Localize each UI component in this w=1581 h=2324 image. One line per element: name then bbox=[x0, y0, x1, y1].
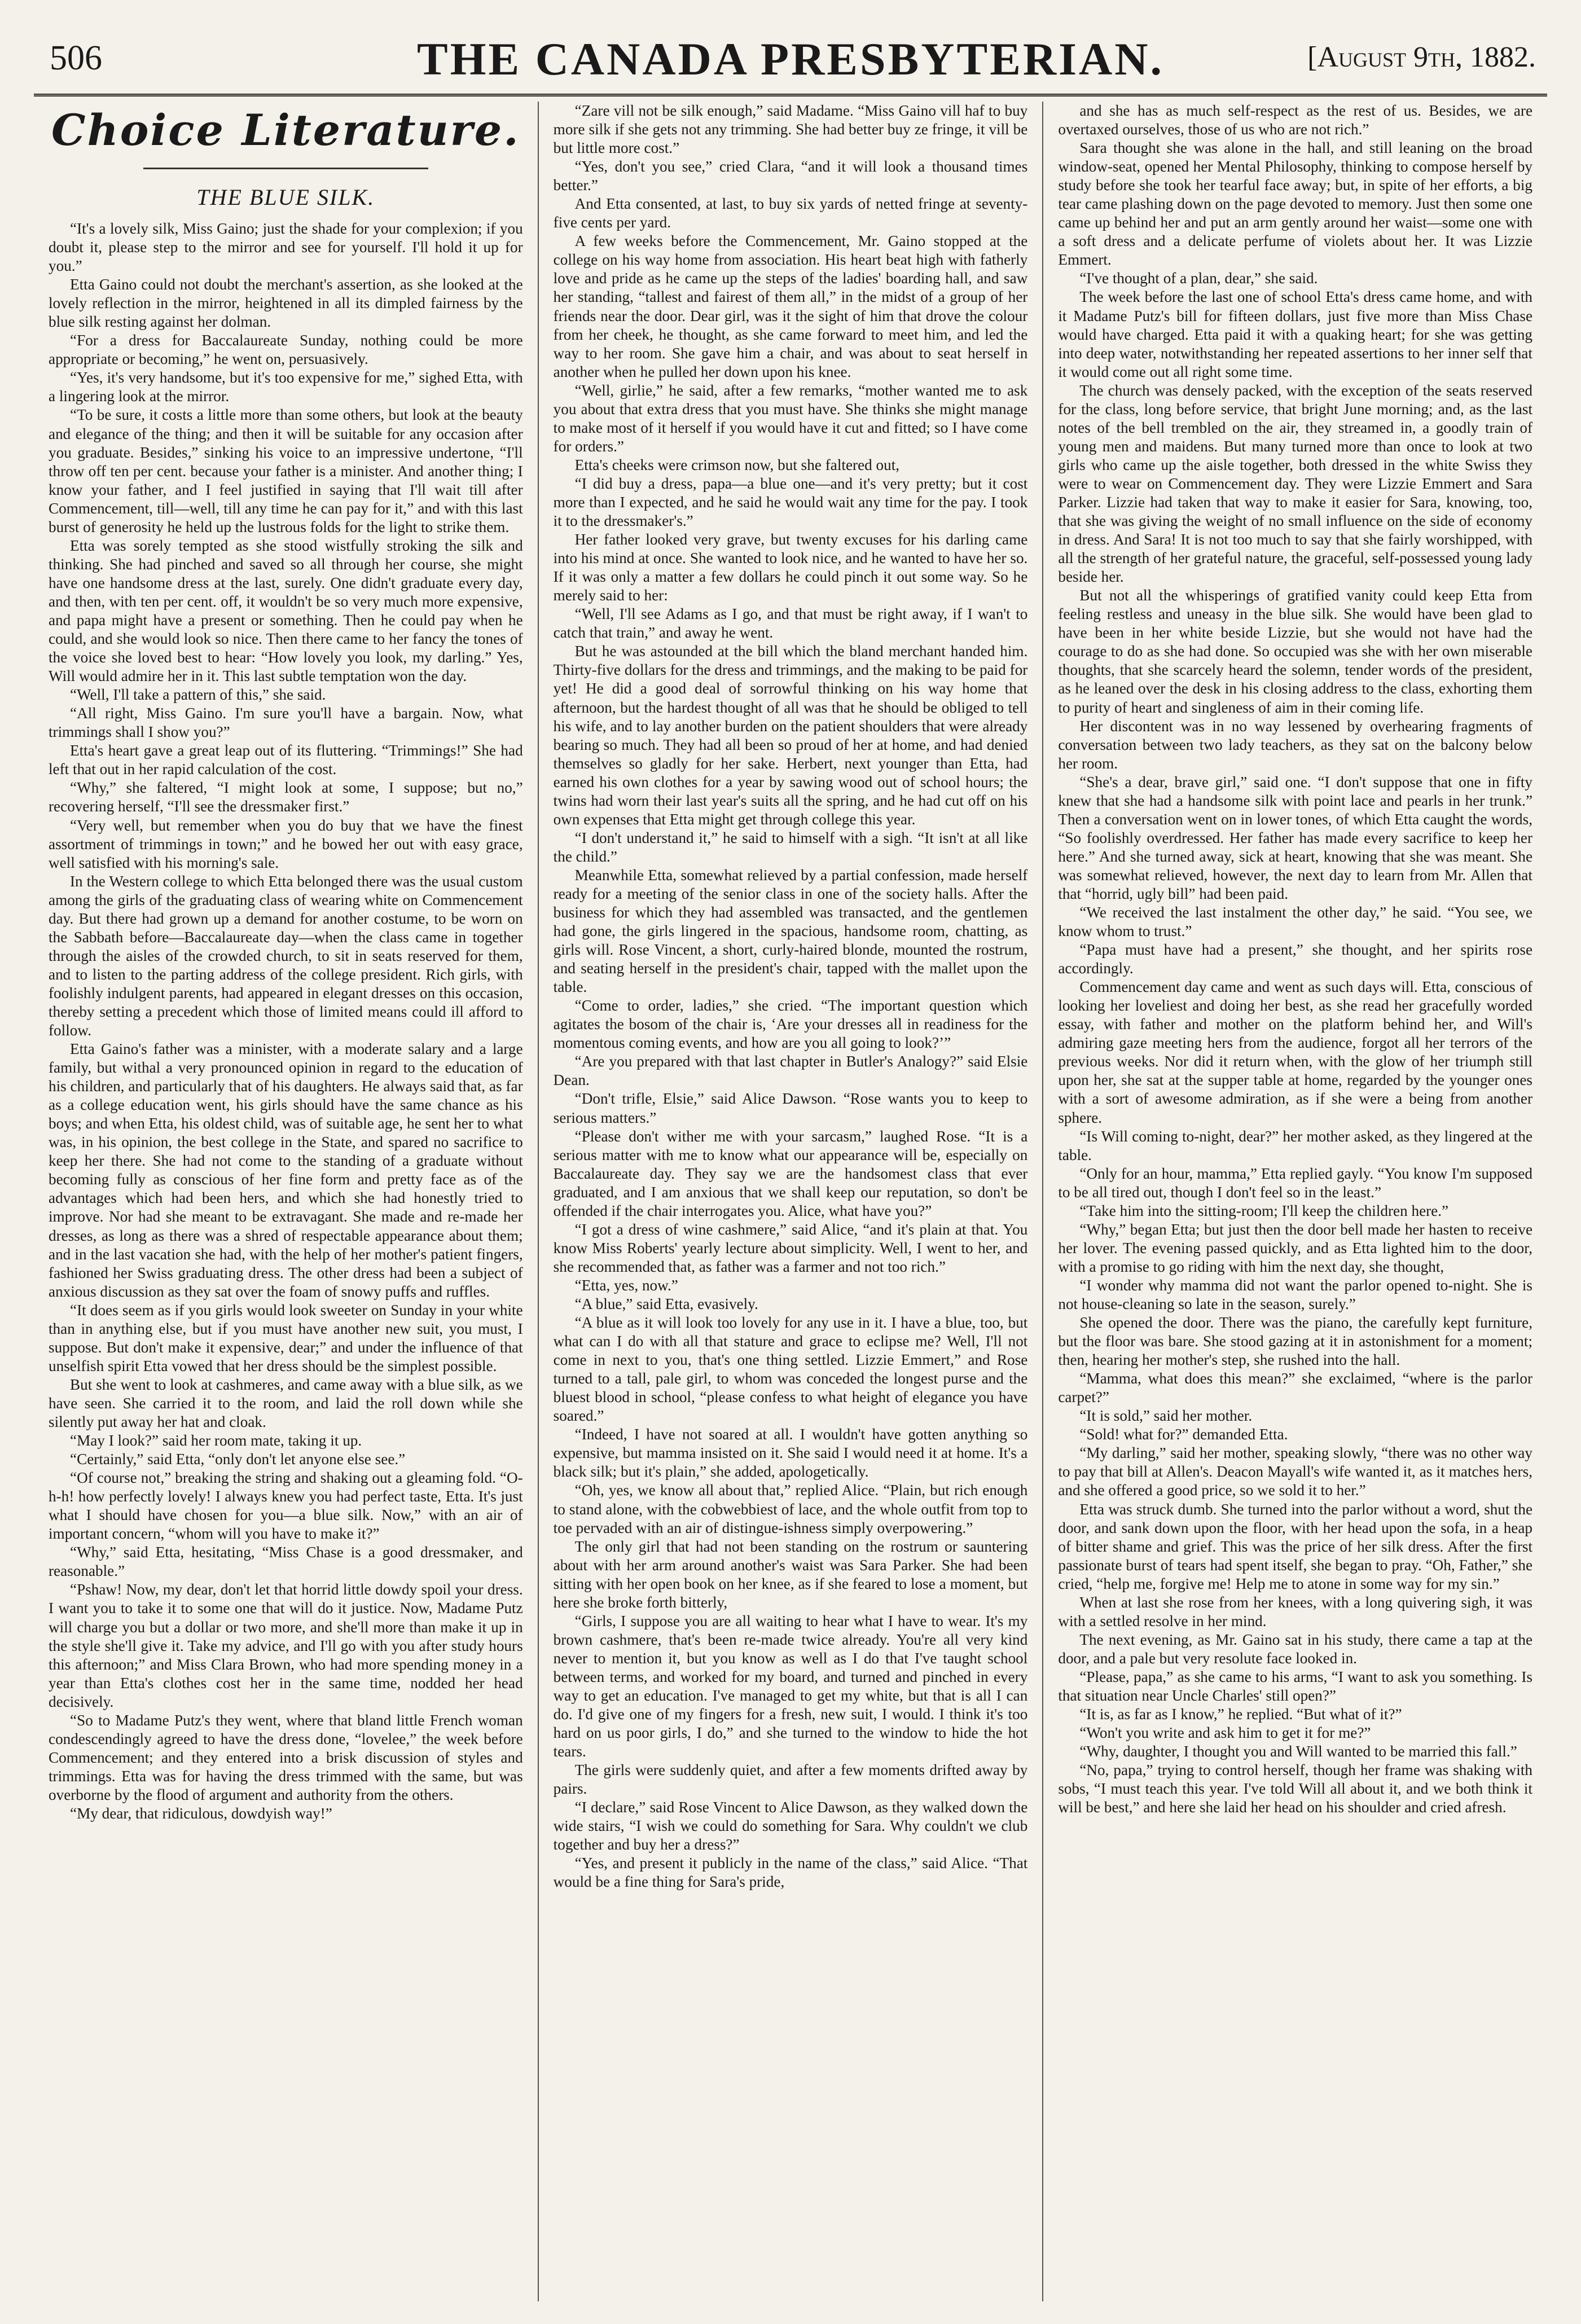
article-paragraph: “Don't trifle, Elsie,” said Alice Dawson. “Rose wants you to keep to serious matters.” bbox=[553, 1090, 1028, 1126]
article-paragraph: “It is, as far as I know,” he replied. “But what of it?” bbox=[1079, 1706, 1402, 1723]
article-paragraph: “Certainly,” said Etta, “only don't let anyone else see.” bbox=[70, 1451, 406, 1468]
story-title: THE BLUE SILK. bbox=[196, 184, 375, 210]
section-title: Choice Literature. bbox=[51, 105, 520, 155]
article-paragraph: “Girls, I suppose you are all waiting to hear what I have to wear. It's my brown cashmere, that's been re-made twice already. You're all very kind never to mention it, but you know as well as I do that I've taught school between terms, and worked for my board, and turned and pinched in every way to get an education. I've managed to get my white, but that is all I can do. I'd give one of my fingers for a fresh, new suit, I would. I think it's too hard on us poor girls, I do,” and she turned to the window to hide the hot tears. bbox=[553, 1612, 1028, 1760]
article-paragraph: “Yes, it's very handsome, but it's too expensive for me,” sighed Etta, with a lingering look at the mirror. bbox=[49, 369, 523, 405]
page-header bbox=[34, 33, 1547, 96]
article-paragraph: “Yes, don't you see,” cried Clara, “and it will look a thousand times better.” bbox=[553, 158, 1028, 194]
article-paragraph: “Please don't wither me with your sarcasm,” laughed Rose. “It is a serious matter with me to know what our appearance will be, especially on Baccalaureate day. They say we are the handsomest class that ever graduated, and I am anxious that we shall keep our reputation, so don't be offended if the chair interrogates you. Alice, what have you?” bbox=[553, 1127, 1028, 1219]
article-paragraph: “My darling,” said her mother, speaking slowly, “there was no other way to pay that bill at Allen's. Deacon Mayall's wife wanted it, as it matches hers, and she offered a good price, so we sold it to her.” bbox=[1058, 1444, 1533, 1499]
article-paragraph: “For a dress for Baccalaureate Sunday, nothing could be more appropriate or becoming,” he went on, persuasively. bbox=[49, 332, 523, 368]
article-paragraph: “Very well, but remember when you do buy that we have the finest assortment of trimmings in town;” and he bowed her out with easy grace, well satisfied with his morning's sale. bbox=[49, 816, 523, 871]
article-paragraph: “Are you prepared with that last chapter in Butler's Analogy?” said Elsie Dean. bbox=[553, 1053, 1028, 1089]
page-number: 506 bbox=[50, 39, 102, 77]
article-paragraph: “It is sold,” said her mother. bbox=[1079, 1407, 1253, 1425]
article-paragraph: She opened the door. There was the piano, the carefully kept furniture, but the floor was bare. She stood gazing at it in astonishment for a moment; then, hearing her mother's step, she rushed into the hall. bbox=[1058, 1314, 1533, 1369]
article-paragraph: “Zare vill not be silk enough,” said Madame. “Miss Gaino vill haf to buy more silk if she gets not any trimming. She had better buy ze fringe, it vill be but little more cost.” bbox=[553, 102, 1028, 157]
article-paragraph: When at last she rose from her knees, with a long quivering sigh, it was with a settled resolve in her mind. bbox=[1058, 1593, 1533, 1629]
article-paragraph: And Etta consented, at last, to buy six yards of netted fringe at seventy-five cents per yard. bbox=[553, 195, 1028, 231]
article-paragraph: “Indeed, I have not soared at all. I wouldn't have gotten anything so expensive, but mamma insisted on it. She said I would need it at home. It's a black silk; but it's plain,” she added, apologetically. bbox=[553, 1426, 1028, 1480]
article-paragraph: “Please, papa,” as she came to his arms, “I want to ask you something. Is that situation near Uncle Charles' still open?” bbox=[1058, 1668, 1533, 1704]
article-paragraph: The church was densely packed, with the exception of the seats reserved for the class, long before service, that bright June morning; and, as the last notes of the bell trembled on the air, they streamed in, a goodly train of young men and maidens. But many turned more than once to look at two girls who came up the aisle together, both dressed in the white Swiss they were to wear on Commencement day. They were Lizzie Emmert and Sara Parker. Lizzie had taken that way to make it easier for Sara, knowing, too, that she was giving the weight of no small influence on the side of economy in dress. And Sara! It is not too much to say that she fairly worshipped, with all the strength of her grateful nature, the graceful, self-possessed young lady beside her. bbox=[1058, 381, 1533, 586]
article-paragraph: “Pshaw! Now, my dear, don't let that horrid little dowdy spoil your dress. I want you to take it to some one that will do it justice. Now, Madame Putz will charge you but a dollar or two more, and she'll more than make it up in the style she'll give it. Take my advice, and I'll go with you after study hours this afternoon;” and Miss Clara Brown, who had more spending money in a year than Etta's clothes cost her in the same time, nodded her head decisively. bbox=[49, 1581, 523, 1710]
article-paragraph: “I got a dress of wine cashmere,” said Alice, “and it's plain at that. You know Miss Roberts' yearly lecture about simplicity. Well, I went to her, and she recommended that, as father was a farmer and not too rich.” bbox=[553, 1220, 1028, 1275]
article-paragraph: The week before the last one of school Etta's dress came home, and with it Madame Putz's bill for fifteen dollars, just five more than Miss Chase would have charged. Etta paid it with a quaking heart; for she was getting into deep water, notwithstanding her repeated assertions to her inner self that it would come out all right some time. bbox=[1058, 288, 1533, 380]
section-divider bbox=[143, 168, 428, 169]
article-paragraph: Sara thought she was alone in the hall, and still leaning on the broad window-seat, opened her Mental Philosophy, thinking to compose herself by study before she took her tearful face away; but, in spite of her efforts, a big tear came plashing down on the page devoted to memory. Just then some one came up behind her and put an arm gently around her waist—some one with a soft dress and a delicate perfume of violets about her. It was Lizzie Emmert. bbox=[1058, 139, 1533, 269]
column-2-text bbox=[554, 102, 1028, 1892]
article-paragraph: “Sold! what for?” demanded Etta. bbox=[1079, 1426, 1288, 1443]
article-paragraph: “Yes, and present it publicly in the name of the class,” said Alice. “That would be a fine thing for Sara's pride, bbox=[553, 1855, 1028, 1891]
article-paragraph: “Won't you write and ask him to get it for me?” bbox=[1079, 1724, 1371, 1742]
article-paragraph: Etta was struck dumb. She turned into the parlor without a word, shut the door, and sank down upon the floor, with her head upon the sofa, in a heap of bitter shame and grief. This was the price of her silk dress. After the first passionate burst of tears had spent itself, she began to pray. “Oh, Father,” she cried, “help me, forgive me! Help me to atone in some way for my sin.” bbox=[1058, 1500, 1533, 1592]
article-paragraph: The next evening, as Mr. Gaino sat in his study, there came a tap at the door, and a pale but very resolute face looked in. bbox=[1058, 1631, 1533, 1667]
article-paragraph: “I did buy a dress, papa—a blue one—and it's very pretty; but it cost more than I expected, and he said he would wait any time for the pay. I took it to the dressmaker's.” bbox=[553, 475, 1028, 530]
article-paragraph: But she went to look at cashmeres, and came away with a blue silk, as we have seen. She carried it to the room, and laid the roll down while she silently put away her hat and cloak. bbox=[49, 1376, 523, 1430]
article-paragraph: “I've thought of a plan, dear,” she said. bbox=[1079, 270, 1318, 287]
article-paragraph: Etta's heart gave a great leap out of its fluttering. “Trimmings!” She had left that out in her rapid calculation of the cost. bbox=[49, 742, 523, 778]
article-paragraph: “So to Madame Putz's they went, where that bland little French woman condescendingly agreed to have the dress done, “lovelee,” the week before Commencement; and they entered into a brisk discussion of styles and trimmings. Etta was for having the dress trimmed with the same, but was overborne by the flood of argument and authority from the others. bbox=[49, 1711, 523, 1803]
article-paragraph: “No, papa,” trying to control herself, though her frame was shaking with sobs, “I must teach this year. I've told Will all about it, and we both think it will be best,” and here she laid her head on his shoulder and cried afresh. bbox=[1058, 1761, 1533, 1816]
article-paragraph: “Etta, yes, now.” bbox=[574, 1276, 678, 1294]
article-paragraph: Meanwhile Etta, somewhat relieved by a partial confession, made herself ready for a meeting of the senior class in one of the society halls. After the business for which they had assembled was transacted, and the gentlemen had gone, the girls lingered in the spacious, handsome room, chatting, as girls will. Rose Vincent, a short, curly-haired blonde, mounted the rostrum, and seating herself in the president's chair, tapped with the mallet upon the table. bbox=[553, 866, 1028, 996]
article-paragraph: “Papa must have had a present,” she thought, and her spirits rose accordingly. bbox=[1058, 941, 1533, 977]
article-paragraph: “To be sure, it costs a little more than some others, but look at the beauty and elegance of the thing; and then it will be suitable for any occasion after you graduate. Besides,” sinking his voice to an impressive undertone, “I'll throw off ten per cent. because your father is a minister. And another thing; I know your father, and I feel justified in saying that I'll wait till after Commencement, till—well, till any time he can pay for it,” and with this last burst of generosity he held up the lustrous folds for the light to strike them. bbox=[49, 406, 523, 535]
article-paragraph: Etta's cheeks were crimson now, but she faltered out, bbox=[574, 456, 900, 473]
issue-date: [August 9th, 1882. bbox=[1307, 41, 1536, 73]
article-paragraph: “All right, Miss Gaino. I'm sure you'll have a bargain. Now, what trimmings shall I show you?” bbox=[49, 705, 523, 741]
article-paragraph: “Why,” she faltered, “I might look at some, I suppose; but no,” recovering herself, “I'll see the dressmaker first.” bbox=[49, 779, 523, 815]
article-paragraph: The girls were suddenly quiet, and after a few moments drifted away by pairs. bbox=[553, 1761, 1028, 1798]
article-paragraph: The only girl that had not been standing on the rostrum or sauntering about with her arm around another's waist was Sara Parker. She had been sitting with her open book on her knee, as if she feared to lose a moment, but here she broke forth bitterly, bbox=[553, 1537, 1028, 1611]
article-paragraph: “We received the last instalment the other day,” he said. “You see, we know whom to trust.” bbox=[1058, 904, 1533, 940]
article-paragraph: “Of course not,” breaking the string and shaking out a gleaming fold. “O-h-h! how perfectly lovely! I always knew you had perfect taste, Etta. It's just what I should have chosen for you—a blue silk. Now,” with an air of important concern, “whom will you have to make it?” bbox=[49, 1469, 523, 1543]
article-paragraph: “A blue as it will look too lovely for any use in it. I have a blue, too, but what can I do with all that stature and grace to eclipse me? Well, I'll not come in next to you, that's one thing settled. Lizzie Emmert,” and Rose turned to a tall, pale girl, to whom was conceded the longest purse and the bluest blood in school, “please confess to what height of elegance you have soared.” bbox=[553, 1314, 1028, 1425]
article-paragraph: “I wonder why mamma did not want the parlor opened to-night. She is not house-cleaning so late in the season, surely.” bbox=[1058, 1276, 1533, 1312]
article-paragraph: Her discontent was in no way lessened by overhearing fragments of conversation between two lady teachers, as they sat on the balcony below her room. bbox=[1058, 717, 1533, 772]
article-paragraph: “May I look?” said her room mate, taking it up. bbox=[70, 1432, 362, 1449]
article-paragraph: “Come to order, ladies,” she cried. “The important question which agitates the bosom of the chair is, ‘Are your dresses all in readiness for the momentous coming events, and how are you all going to look?’” bbox=[553, 997, 1028, 1052]
article-paragraph: “I don't understand it,” he said to himself with a sigh. “It isn't at all like the child.” bbox=[553, 829, 1028, 865]
column-2 bbox=[538, 102, 1043, 2301]
article-paragraph: But not all the whisperings of gratified vanity could keep Etta from feeling restless and uneasy in the blue silk. She would have been glad to have been in her white beside Lizzie, but she would not have had the courage to do as she had done. So occupied was she with her own miserable thoughts, that she scarcely heard the solemn, tender words of the president, as he leaned over the desk in his closing address to the class, exhorting them to purity of heart and singleness of aim in their coming life. bbox=[1058, 587, 1533, 716]
article-paragraph: “Oh, yes, we know all about that,” replied Alice. “Plain, but rich enough to stand alone, with the cobwebbiest of lace, and the whole outfit from top to toe pervaded with an air of distingue-ishness simply overpowering.” bbox=[553, 1482, 1028, 1536]
article-paragraph: “My dear, that ridiculous, dowdyish way!” bbox=[70, 1804, 332, 1822]
article-paragraph: “Well, I'll take a pattern of this,” she said. bbox=[70, 686, 326, 704]
article-paragraph: “Why,” began Etta; but just then the door bell made her hasten to receive her lover. The evening passed quickly, and as Etta lighted him to the door, with a promise to go riding with him the next day, she thought, bbox=[1058, 1220, 1533, 1275]
article-paragraph: Commencement day came and went as such days will. Etta, conscious of looking her loveliest and doing her best, as she read her gracefully worded essay, with father and mother on the platform behind her, and Will's admiring gaze meeting hers from the audience, forgot all her terrors of the previous weeks. Nor did it return when, with the glow of her triumph still upon her, she sat at the supper table at home, regarded by the younger ones with a sort of awesome admiration, as if she were a being from another sphere. bbox=[1058, 978, 1533, 1126]
column-1 bbox=[34, 102, 538, 2301]
article-paragraph: “Take him into the sitting-room; I'll keep the children here.” bbox=[1079, 1202, 1449, 1219]
article-paragraph: A few weeks before the Commencement, Mr. Gaino stopped at the college on his way home from association. His heart beat high with fatherly love and pride as he came up the steps of the ladies' boarding hall, and saw her standing, “tallest and fairest of them all,” in the midst of a group of her friends near the door. Dear girl, was it the sight of him that drove the colour from her cheek, he thought, as she came forward to meet him, and led the way to her room. She gave him a chair, and was about to seat herself in another when he pulled her down upon his knee. bbox=[553, 232, 1028, 380]
article-paragraph: Etta was sorely tempted as she stood wistfully stroking the silk and thinking. She had pinched and saved so all through her course, she might have one handsome dress at the last, surely. One didn't graduate every day, and then, with ten per cent. off, it wouldn't be so very much more expensive, and papa might have a present or something. Then he could pay when he could, and she would look so nice. Then there came to her fancy the tones of the voice she loved best to hear: “How lovely you look, my darling.” Yes, Will would admire her in it. This last subtle temptation won the day. bbox=[49, 537, 523, 685]
article-paragraph: “Well, I'll see Adams as I go, and that must be right away, if I wan't to catch that train,” and away he went. bbox=[553, 605, 1028, 642]
column-3-text bbox=[1058, 102, 1532, 1817]
article-paragraph: “Mamma, what does this mean?” she exclaimed, “where is the parlor carpet?” bbox=[1058, 1370, 1533, 1406]
article-paragraph: “Well, girlie,” he said, after a few remarks, “mother wanted me to ask you about that extra dress that you must have. She thinks she might manage to make most of it herself if you would have it cut and fitted; so I have come for orders.” bbox=[553, 381, 1028, 455]
article-paragraph: “Is Will coming to-night, dear?” her mother asked, as they lingered at the table. bbox=[1058, 1127, 1533, 1163]
article-paragraph: and she has as much self-respect as the rest of us. Besides, we are overtaxed ourselves, those of us who are not rich.” bbox=[1058, 102, 1533, 138]
article-paragraph: “It's a lovely silk, Miss Gaino; just the shade for your complexion; if you doubt it, please step to the mirror and see for yourself. I'll hold it up for you.” bbox=[49, 220, 523, 275]
publication-title: THE CANADA PRESBYTERIAN. bbox=[417, 33, 1164, 85]
article-paragraph: “A blue,” said Etta, evasively. bbox=[574, 1295, 758, 1312]
column-1-text bbox=[49, 219, 523, 1823]
article-paragraph: “Only for an hour, mamma,” Etta replied gayly. “You know I'm supposed to be all tired out, though I don't feel so in the least.” bbox=[1058, 1165, 1533, 1201]
article-paragraph: Etta Gaino could not doubt the merchant's assertion, as she looked at the lovely reflection in the mirror, heightened in all its dimpled fairness by the blue silk resting against her dolman. bbox=[49, 276, 523, 331]
column-3 bbox=[1042, 102, 1547, 2301]
article-paragraph: “She's a dear, brave girl,” said one. “I don't suppose that one in fifty knew that she had a handsome silk with point lace and pearls in her trunk.” Then a conversation went on in lower tones, of which Etta caught the words, “So foolishly overdressed. Her father has made every sacrifice to keep her here.” And she turned away, sick at heart, knowing that she was meant. She was somewhat relieved, however, the next day to learn from Mr. Allen that that “horrid, ugly bill” had been paid. bbox=[1058, 773, 1533, 902]
article-columns bbox=[34, 102, 1547, 2301]
article-paragraph: In the Western college to which Etta belonged there was the usual custom among the girls of the graduating class of wearing white on Commencement day. But there had grown up a demand for another costume, to be worn on the Sabbath before—Baccalaureate day—when the class came in together through the aisles of the crowded church, to sit in seats reserved for them, and to listen to the parting address of the college president. Rich girls, with foolishly indulgent parents, had appeared in elegant dresses on this occasion, thereby setting a precedent which those of limited means could ill afford to follow. bbox=[49, 872, 523, 1039]
article-paragraph: Etta Gaino's father was a minister, with a moderate salary and a large family, but withal a very pronounced opinion in regard to the education of his children, and particularly that of his daughters. He always said that, as far as a college education went, his girls should have the same chance as his boys; and when Etta, his oldest child, was of suitable age, he sent her to what was, in his opinion, the best college in the State, and spared no sacrifice to keep her there. She had not come to the standing of a graduate without becoming fully as conscious of her fine form and pretty face as of the advantages which had been hers, and which she had honestly tried to improve. Nor had she meant to be extravagant. She made and re-made her dresses, as long as there was a shred of respectable appearance about them; and in the last vacation she had, with the help of her mother's patient fingers, fashioned her Swiss graduating dress. The other dress had been a subject of anxious discussion as they sat over the foam of snowy puffs and ruffles. bbox=[49, 1040, 523, 1300]
article-paragraph: “I declare,” said Rose Vincent to Alice Dawson, as they walked down the wide stairs, “I wish we could do something for Sara. Why couldn't we club together and buy her a dress?” bbox=[553, 1799, 1028, 1853]
article-paragraph: But he was astounded at the bill which the bland merchant handed him. Thirty-five dollars for the dress and trimmings, and the making to be paid for yet! He did a good deal of sorrowful thinking on his way home that afternoon, but the hardest thought of all was that he should be obliged to tell his wife, and to lay another burden on the patient shoulders that were already bearing so much. They had all been so proud of her at home, and had denied themselves so gladly for her sake. Herbert, next younger than Etta, had earned his own clothes for a year by sawing wood out of school hours; the twins had worn their last year's suits all the spring, and he had cut off on his own expenses that Etta might get through college this year. bbox=[553, 643, 1028, 828]
article-paragraph: “It does seem as if you girls would look sweeter on Sunday in your white than in anything else, but if you must have another new suit, you must, I suppose. But don't make it expensive, dear;” and under the influence of that unselfish spirit Etta vowed that her dress should be the simplest possible. bbox=[49, 1301, 523, 1374]
article-paragraph: “Why, daughter, I thought you and Will wanted to be married this fall.” bbox=[1079, 1743, 1517, 1760]
article-paragraph: Her father looked very grave, but twenty excuses for his darling came into his mind at once. She wanted to look nice, and he wanted to have her so. If it was only a matter a few dollars he could pinch it out some way. So he merely said to her: bbox=[553, 531, 1028, 604]
article-paragraph: “Why,” said Etta, hesitating, “Miss Chase is a good dressmaker, and reasonable.” bbox=[49, 1544, 523, 1580]
